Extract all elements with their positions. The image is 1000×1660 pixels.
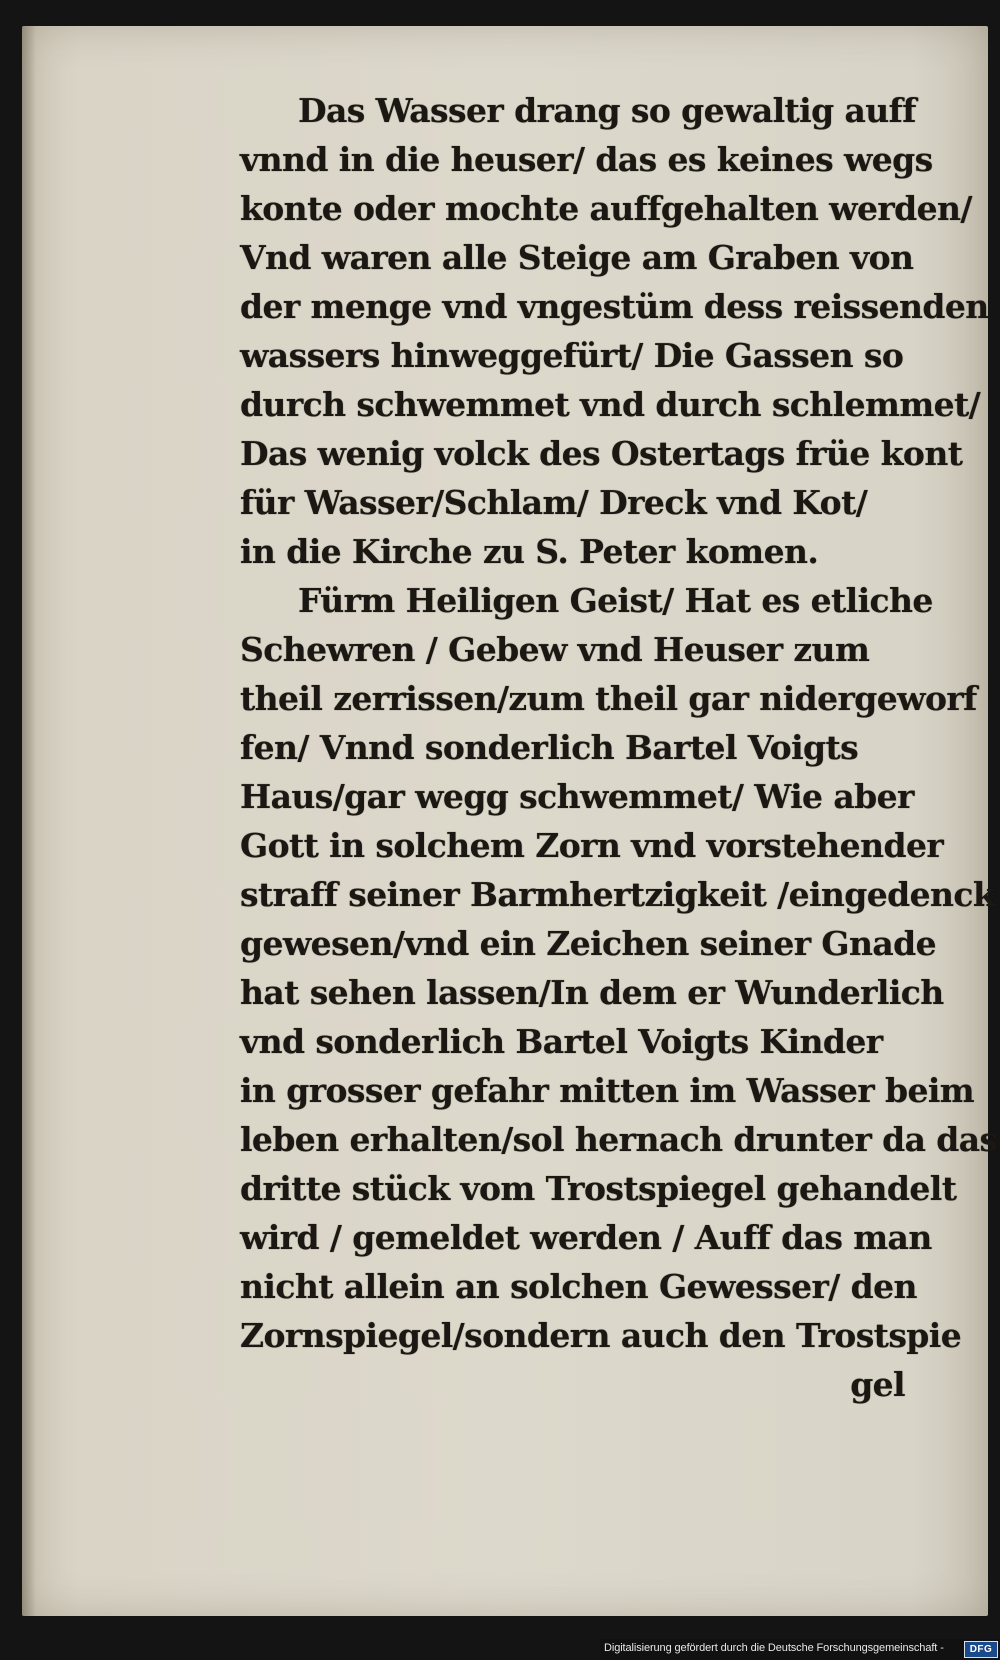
text-line: in grosser gefahr mitten im Wasser beim <box>240 1071 975 1110</box>
text-line: Gott in solchem Zorn vnd vorstehender <box>240 826 944 865</box>
page-gutter-shadow <box>22 26 36 1616</box>
text-line: Haus/gar wegg schwemmet/ Wie aber <box>240 777 914 816</box>
text-line: fen/ Vnnd sonderlich Bartel Voigts <box>240 728 859 767</box>
text-line: für Wasser/Schlam/ Dreck vnd Kot/ <box>240 483 868 522</box>
text-line: straff seiner Barmhertzigkeit /eingedenck <box>240 875 996 914</box>
text-line: theil zerrissen/zum theil gar nidergeworf <box>240 679 977 718</box>
text-line: dritte stück vom Trostspiegel gehandelt <box>240 1169 957 1208</box>
dfg-logo: DFG <box>964 1641 998 1658</box>
text-line: Das Wasser drang so gewaltig auff <box>298 91 916 130</box>
text-line: Zornspiegel/sondern auch den Trostspie <box>240 1316 962 1355</box>
text-line: der menge vnd vngestüm dess reissenden <box>240 287 989 326</box>
text-line: Das wenig volck des Ostertags früe kont <box>240 434 963 473</box>
text-line: Schewren / Gebew vnd Heuser zum <box>240 630 870 669</box>
text-line: vnd sonderlich Bartel Voigts Kinder <box>240 1022 883 1061</box>
catchword: gel <box>850 1365 905 1404</box>
text-line: hat sehen lassen/In dem er Wunderlich <box>240 973 944 1012</box>
text-line: in die Kirche zu S. Peter komen. <box>240 532 819 571</box>
book-page <box>22 26 998 1616</box>
text-line: vnnd in die heuser/ das es keines wegs <box>240 140 933 179</box>
text-line: Vnd waren alle Steige am Graben von <box>240 238 914 277</box>
funding-note: Digitalisierung gefördert durch die Deutsche Forschungsgemeinschaft - <box>604 1642 944 1654</box>
text-line: wird / gemeldet werden / Auff das man <box>240 1218 932 1257</box>
text-line: leben erhalten/sol hernach drunter da das <box>240 1120 998 1159</box>
text-line: nicht allein an solchen Gewesser/ den <box>240 1267 917 1306</box>
page-text-block <box>240 86 998 1409</box>
text-line: durch schwemmet vnd durch schlemmet/ <box>240 385 981 424</box>
text-line: Fürm Heiligen Geist/ Hat es etliche <box>298 581 933 620</box>
text-line: wassers hinweggefürt/ Die Gassen so <box>240 336 904 375</box>
text-line: gewesen/vnd ein Zeichen seiner Gnade <box>240 924 937 963</box>
text-line: konte oder mochte auffgehalten werden/ <box>240 189 972 228</box>
